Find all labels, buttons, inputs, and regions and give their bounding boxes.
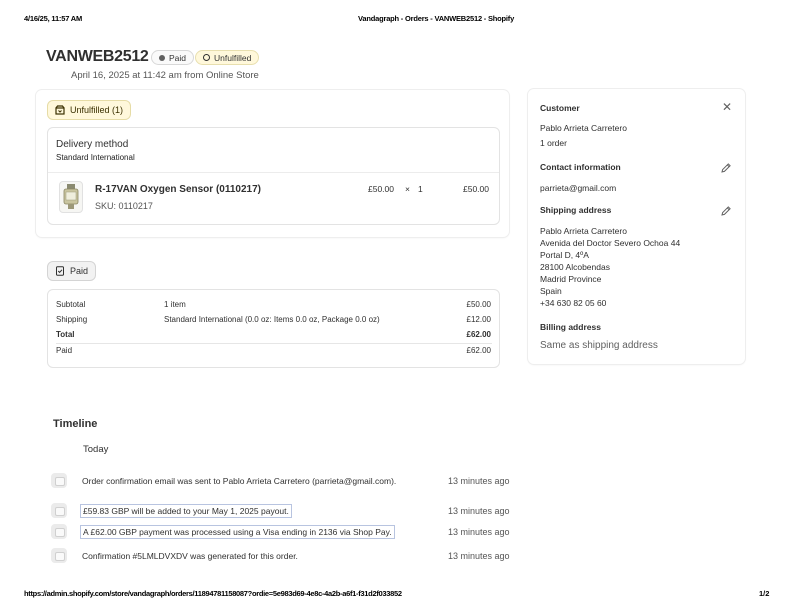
timeline-day-label: Today — [83, 444, 109, 455]
payment-status-badge — [151, 50, 194, 65]
summary-subtotal-label: Subtotal — [56, 300, 86, 309]
product-sku: SKU: 0110217 — [95, 201, 153, 211]
shipping-address-line: Avenida del Doctor Severo Ochoa 44 — [540, 238, 681, 248]
fulfillment-status-label: Unfulfilled — [214, 52, 252, 63]
shipping-address-line: 28100 Alcobendas — [540, 262, 610, 272]
timeline-bullet-icon — [51, 548, 67, 563]
oxygen-sensor-image — [60, 182, 82, 212]
edit-contact-pencil-icon[interactable] — [720, 162, 732, 174]
paid-status-label: Paid — [70, 266, 89, 276]
shipping-address-line: Spain — [540, 286, 562, 296]
shipping-address-heading: Shipping address — [540, 205, 612, 215]
summary-shipping-amount: £12.00 — [466, 315, 491, 324]
timeline-bullet-icon — [51, 473, 67, 488]
edit-shipping-pencil-icon[interactable] — [720, 205, 732, 217]
contact-info-heading: Contact information — [540, 162, 621, 172]
order-number: VANWEB2512 — [46, 48, 149, 65]
timeline-heading: Timeline — [53, 418, 98, 430]
divider — [48, 172, 499, 173]
shipping-address-line: Madrid Province — [540, 274, 602, 284]
multiply-sign: × — [405, 184, 410, 194]
close-icon[interactable]: ✕ — [721, 100, 733, 114]
timeline-event-text[interactable]: A £62.00 GBP payment was processed using a Visa ending in 2136 via Shop Pay. — [80, 525, 395, 539]
shipping-address-line: Pablo Arrieta Carretero — [540, 226, 627, 236]
shipping-address-phone: +34 630 82 05 60 — [540, 298, 607, 308]
product-thumbnail[interactable] — [59, 181, 83, 213]
timeline-event-text: Confirmation #5LMLDVXDV was generated for this order. — [82, 551, 298, 561]
summary-shipping-label: Shipping — [56, 315, 88, 324]
summary-paid-label: Paid — [56, 346, 73, 355]
product-line-total: £50.00 — [463, 184, 489, 194]
print-url: https://admin.shopify.com/store/vandagraph/orders/11894781158087?ordie=5e983d69-4e8c-4a2b-a6f1-f31d2f033852 — [24, 589, 402, 598]
timeline-event-time: 13 minutes ago — [448, 506, 510, 516]
delivery-method-heading: Delivery method — [56, 139, 129, 150]
summary-shipping-desc: Standard International (0.0 oz: Items 0.0 oz, Package 0.0 oz) — [164, 315, 380, 324]
fulfillment-status-ring-icon — [203, 54, 210, 61]
order-subtitle: April 16, 2025 at 11:42 am from Online Store — [71, 70, 259, 81]
fulfillment-status-badge — [195, 50, 259, 65]
timeline-bullet-icon — [51, 524, 67, 539]
print-page-title: Vandagraph - Orders - VANWEB2512 - Shopify — [358, 14, 515, 23]
payment-status-dot-icon — [159, 55, 165, 61]
summary-paid-amount: £62.00 — [466, 346, 491, 355]
timeline-event-text: Order confirmation email was sent to Pablo Arrieta Carretero (parrieta@gmail.com). — [82, 476, 397, 486]
paid-status-tag — [47, 261, 96, 281]
billing-address-value: Same as shipping address — [540, 340, 658, 351]
print-date: 4/16/25, 11:57 AM — [24, 14, 83, 23]
product-quantity: 1 — [418, 184, 423, 194]
summary-divider — [56, 343, 492, 344]
shipping-address-line: Portal D, 4ºA — [540, 250, 589, 260]
product-name-link[interactable]: R-17VAN Oxygen Sensor (0110217) — [95, 184, 262, 195]
customer-email-link[interactable]: parrieta@gmail.com — [540, 183, 617, 193]
receipt-check-icon — [55, 266, 65, 276]
timeline-event-text[interactable]: £59.83 GBP will be added to your May 1, 2025 payout. — [80, 504, 292, 518]
summary-total-label: Total — [56, 330, 75, 339]
summary-subtotal-amount: £50.00 — [466, 300, 491, 309]
summary-total-amount: £62.00 — [466, 330, 491, 339]
customer-name-link[interactable]: Pablo Arrieta Carretero — [540, 123, 627, 133]
payment-status-label: Paid — [169, 52, 187, 63]
customer-heading: Customer — [540, 103, 580, 113]
product-unit-price: £50.00 — [368, 184, 394, 194]
unfulfilled-status-label: Unfulfilled (1) — [70, 105, 124, 115]
delivery-method-value: Standard International — [56, 153, 135, 162]
unfulfilled-status-tag — [47, 100, 131, 120]
print-page-number: 1/2 — [759, 589, 770, 598]
billing-address-heading: Billing address — [540, 322, 601, 332]
timeline-bullet-icon — [51, 503, 67, 518]
timeline-event-time: 13 minutes ago — [448, 551, 510, 561]
package-icon — [55, 105, 65, 115]
timeline-event-time: 13 minutes ago — [448, 476, 510, 486]
payment-summary-card — [47, 289, 500, 368]
summary-subtotal-desc: 1 item — [164, 300, 186, 309]
timeline-event-time: 13 minutes ago — [448, 527, 510, 537]
customer-order-count[interactable]: 1 order — [540, 138, 567, 148]
